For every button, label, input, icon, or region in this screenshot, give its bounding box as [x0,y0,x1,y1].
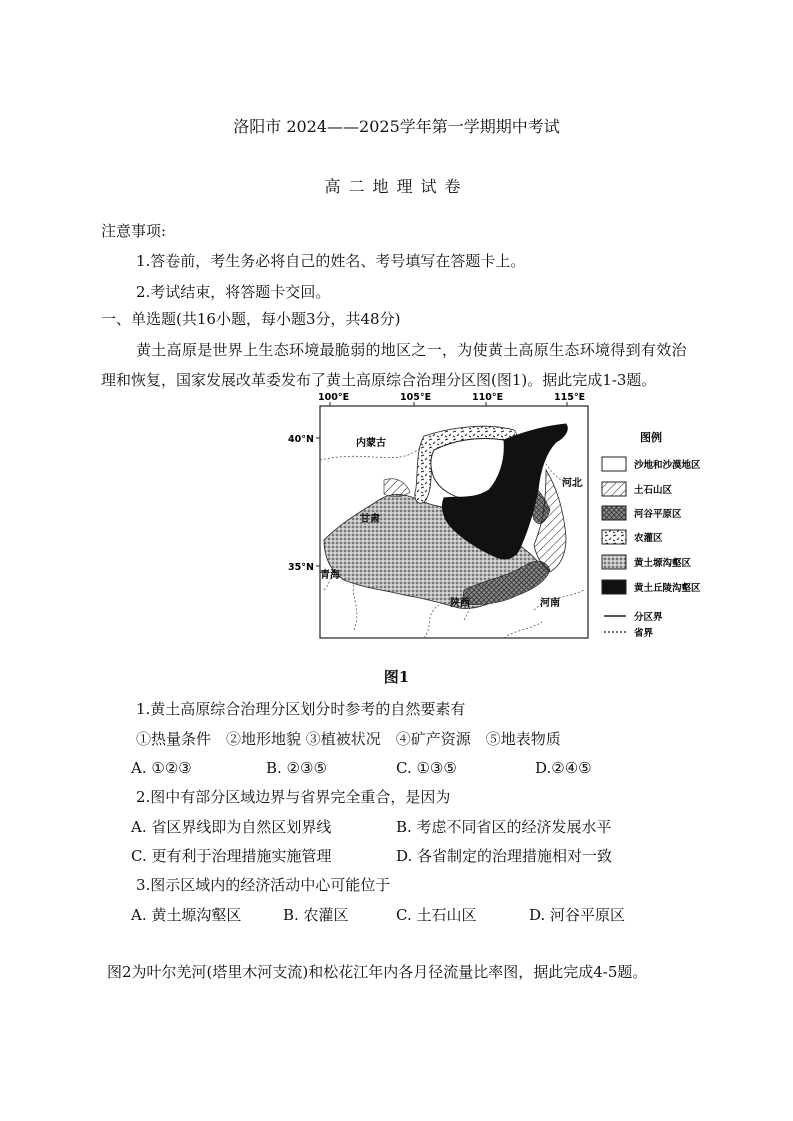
longitude-label: 105°E [400,392,432,403]
option-d: D. 河谷平原区 [529,906,626,924]
option-c: C. 土石山区 [396,906,477,924]
option-a: A. 黄土塬沟壑区 [131,906,242,924]
longitude-label: 110°E [472,392,504,403]
option-a: A. 省区界线即为自然区划界线 [131,818,332,836]
legend-swatch-solid [602,580,626,594]
legend-item [604,627,654,639]
legend-item [602,506,682,520]
option-a: A. ①②③ [131,759,192,777]
notice-item: 1.答卷前，考生务必将自己的姓名、考号填写在答题卡上。 [136,252,526,270]
legend-label: 土石山区 [634,485,673,496]
legend-item [602,580,701,594]
loess-plateau-map [284,390,724,655]
latitude-label: 40°N [288,434,314,445]
option-c: C. 更有利于治理措施实施管理 [131,847,332,865]
legend-label: 黄土塬沟壑区 [634,558,692,569]
legend-swatch-cross [602,506,626,520]
label-shaanxi: 陕西 [450,598,470,609]
legend-swatch-hatch [602,482,626,496]
section-heading: 一、单选题(共16小题，每小题3分，共48分) [101,310,401,328]
exam-subtitle: 高二地理试卷 [324,177,469,196]
option-c: C. ①③⑤ [396,759,457,777]
option-d: D. 各省制定的治理措施相对一致 [396,847,613,865]
label-inner-mongolia: 内蒙古 [356,438,386,449]
legend-label: 河谷平原区 [634,509,682,520]
question-stem: 3.图示区域内的经济活动中心可能位于 [136,876,391,894]
latitude-label: 35°N [288,562,314,573]
longitude-label: 100°E [318,392,350,403]
notice-heading: 注意事项: [101,222,167,240]
option-d: D.②④⑤ [535,759,592,777]
question-stem: 2.图中有部分区域边界与省界完全重合，是因为 [136,788,451,806]
label-qinghai: 青海 [320,570,340,581]
legend-item [602,555,692,569]
legend-item [602,482,673,496]
legend-label: 分区界 [634,612,663,623]
legend-swatch-dots [602,555,626,569]
label-gansu: 甘肃 [360,514,380,525]
legend-item [602,457,701,471]
question-items: ①热量条件 ②地形地貌 ③植被状况 ④矿产资源 ⑤地表物质 [136,730,561,748]
label-hebei: 河北 [562,478,582,489]
notice-item: 2.考试结束，将答题卡交回。 [136,283,331,301]
label-henan: 河南 [540,598,560,609]
passage-line: 黄土高原是世界上生态环境最脆弱的地区之一，为使黄土高原生态环境得到有效治 [136,341,687,359]
legend-swatch-dash [602,530,626,544]
legend-title: 图例 [640,431,662,444]
passage-line: 理和恢复，国家发展改革委发布了黄土高原综合治理分区图(图1)。据此完成1-3题。 [101,371,657,389]
question-stem: 1.黄土高原综合治理分区划分时参考的自然要素有 [136,700,466,718]
option-b: B. 农灌区 [283,906,349,924]
longitude-label: 115°E [554,392,586,403]
passage-line: 图2为叶尔羌河(塔里木河支流)和松花江年内各月径流量比率图，据此完成4-5题。 [107,963,648,981]
option-b: B. ②③⑤ [266,759,327,777]
legend-label: 农灌区 [634,533,663,544]
exam-title: 洛阳市 2024——2025学年第一学期期中考试 [233,117,560,136]
legend-label: 省界 [634,628,654,639]
legend-item [602,530,663,544]
legend-swatch-blank [602,457,626,471]
option-b: B. 考虑不同省区的经济发展水平 [396,818,612,836]
legend-label: 黄土丘陵沟壑区 [634,583,701,594]
legend-label: 沙地和沙漠地区 [634,460,701,471]
legend-item [604,611,663,623]
figure-caption: 图1 [383,668,410,686]
